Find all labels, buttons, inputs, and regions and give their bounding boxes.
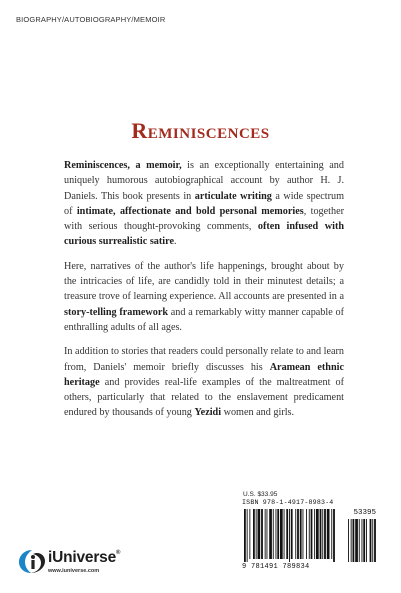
barcode-bar — [267, 509, 268, 559]
supplement-bar — [359, 519, 360, 562]
barcode-bar — [331, 509, 332, 559]
barcode-number: 9 781491 789834 — [242, 563, 310, 571]
barcode-bar — [247, 509, 248, 562]
barcode-bar — [273, 509, 274, 559]
barcode-bar — [284, 509, 285, 559]
barcode-bar — [303, 509, 304, 559]
emphasis-text: intimate, affectionate and bold personal memories — [76, 205, 304, 217]
barcode-bar — [289, 509, 290, 562]
barcode-bar — [316, 509, 319, 559]
isbn-label: ISBN 978-1-4917-8983-4 — [242, 499, 334, 506]
supplement-code: 53395 — [353, 509, 376, 517]
price-label: U.S. $33.95 — [243, 491, 278, 498]
emphasis-text: often infused with curious surrealistic satire — [64, 221, 344, 248]
supplement-bar — [355, 519, 358, 562]
barcode-bar — [320, 509, 322, 559]
emphasis-text: Reminiscences, a memoir, — [64, 160, 182, 171]
category-label: BIOGRAPHY/AUTOBIOGRAPHY/MEMOIR — [16, 15, 166, 24]
body-text: women and girls. — [221, 407, 295, 419]
barcode-bar — [244, 509, 246, 562]
body-text: and a remarkably witty manner capable of enthralling adults of all ages. — [64, 306, 344, 333]
emphasis-text: Aramean ethnic heritage — [64, 361, 344, 388]
supplement-bar — [348, 519, 349, 562]
barcode-bar — [280, 509, 283, 559]
emphasis-text: story-telling framework — [64, 306, 169, 318]
barcode-bar — [286, 509, 288, 559]
barcode-bar — [269, 509, 272, 559]
blurb — [64, 158, 344, 430]
supplement-bar — [363, 519, 365, 562]
barcode-bars — [242, 509, 380, 563]
barcode-bar — [249, 509, 250, 559]
supplement-bar — [370, 519, 372, 562]
body-text: is an exceptionally entertaining and uniquely humorous autobiographical account by author H. J. Daniels. This book presents in — [64, 160, 344, 202]
body-text: Here, narratives of the author's life happenings, brought about by the intricacies of life, are candidly told in their minutest details; a treasure trove of learning experience. All accounts are presented in a — [64, 260, 344, 303]
book-title: Reminiscences — [131, 118, 270, 143]
supplement-bar — [353, 519, 355, 562]
body-text: . — [173, 236, 177, 248]
publisher-url: www.iuniverse.com — [48, 568, 100, 574]
supplement-bar — [374, 519, 376, 562]
publisher-logo — [18, 548, 168, 580]
emphasis-text: articulate writing — [194, 190, 272, 202]
emphasis-text: Yezidi — [194, 407, 222, 419]
blurb-paragraph-2 — [64, 259, 344, 335]
barcode-bar — [306, 509, 307, 559]
supplement-bar — [351, 519, 352, 562]
barcode-bar — [258, 509, 261, 559]
publisher-name: iUniverse® — [48, 549, 121, 566]
barcode-bar — [261, 509, 263, 559]
barcode-bar — [314, 509, 315, 559]
barcode-bar — [295, 509, 296, 559]
body-text: and provides real-life examples of the maltreatment of others, particularly that related to the enslavement predicament endured by thousands of young — [64, 376, 344, 419]
supplement-bar — [372, 519, 373, 562]
barcode-bar — [300, 509, 302, 559]
barcode-bar — [291, 509, 293, 559]
barcode-bar — [253, 509, 255, 559]
iuniverse-swoosh-icon — [18, 548, 46, 574]
body-text: , together with serious thought-provoking comments, — [64, 205, 344, 233]
supplement-bar — [366, 519, 367, 562]
supplement-bar — [362, 519, 363, 562]
barcode-bar — [309, 509, 310, 559]
barcode-bar — [322, 509, 323, 559]
barcode-bar — [324, 509, 326, 559]
blurb-paragraph-1 — [64, 158, 344, 250]
barcode-bar — [276, 509, 277, 559]
barcode-bar — [333, 509, 335, 562]
barcode-bar — [265, 509, 266, 559]
barcode-bar — [311, 509, 313, 559]
barcode-bar — [327, 509, 330, 559]
barcode-bar — [297, 509, 299, 559]
barcode-bar — [256, 509, 257, 559]
barcode-block — [242, 499, 380, 573]
body-text: In addition to stories that readers could personally relate to and learn from, Daniels' memoir briefly discusses his — [64, 346, 344, 373]
blurb-paragraph-3 — [64, 344, 344, 420]
barcode-bar — [277, 509, 279, 559]
body-text: a wide spectrum of — [64, 190, 345, 217]
